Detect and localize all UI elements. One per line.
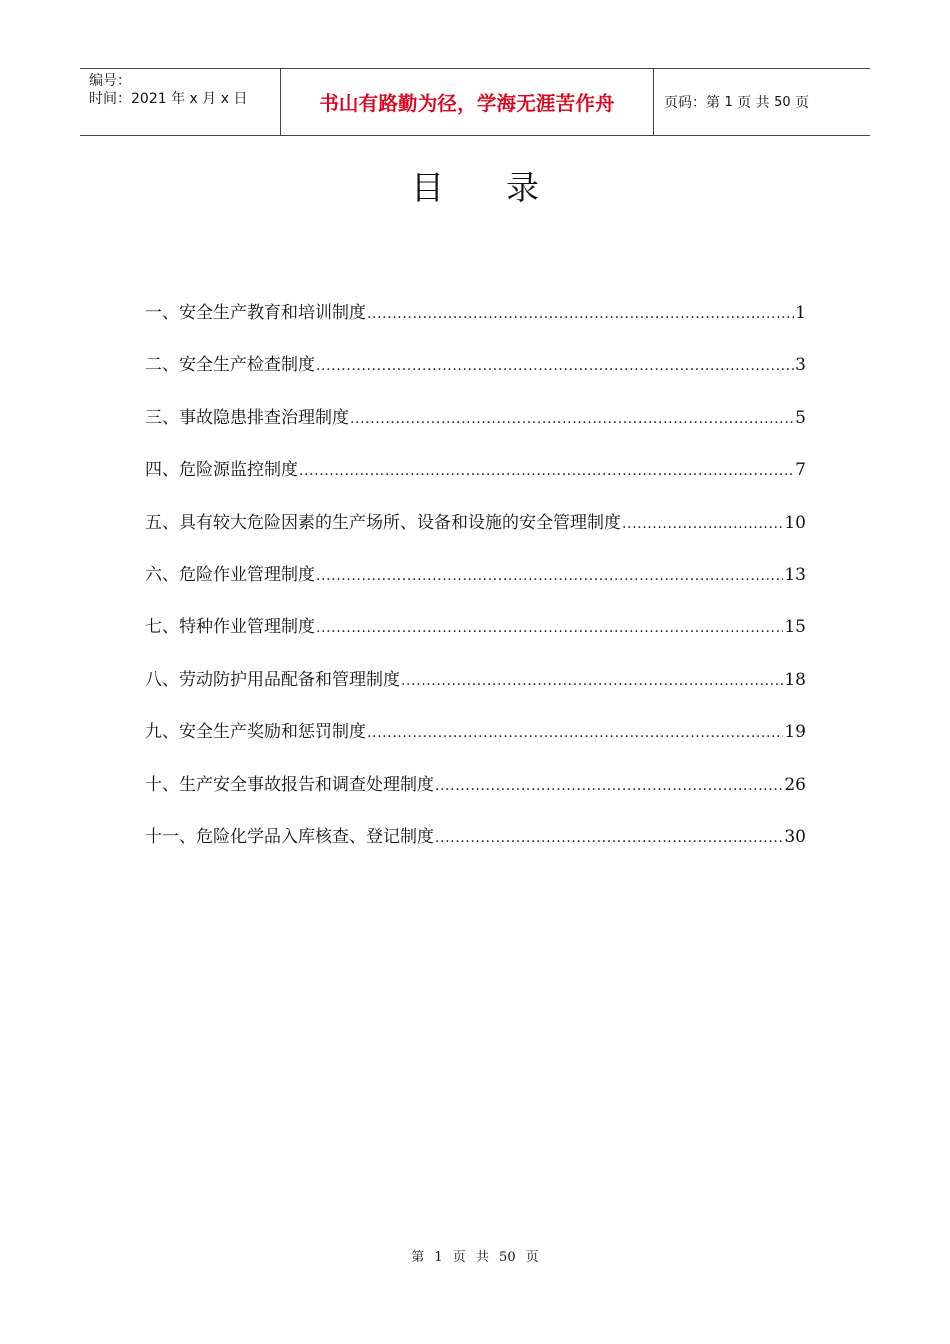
document-time-label: 时间：2021 年 x 月 x 日 bbox=[89, 91, 248, 107]
toc-dot-leader bbox=[622, 507, 783, 541]
table-of-contents bbox=[145, 296, 806, 872]
toc-title: 目录 bbox=[411, 168, 601, 207]
toc-entry-page: 13 bbox=[784, 564, 806, 585]
toc-dot-leader bbox=[350, 402, 794, 436]
toc-entry-page: 1 bbox=[795, 303, 806, 323]
toc-entry-page: 18 bbox=[784, 669, 806, 690]
toc-dot-leader bbox=[435, 769, 783, 803]
toc-entry-label: 三、事故隐患排查治理制度 bbox=[145, 407, 349, 428]
toc-entry-label: 十一、危险化学品入库核查、登记制度 bbox=[145, 826, 434, 847]
document-number-label: 编号： bbox=[89, 73, 131, 89]
toc-entry[interactable] bbox=[145, 558, 806, 610]
toc-entry-page: 26 bbox=[784, 774, 806, 795]
header-meta bbox=[80, 69, 281, 135]
toc-entry-label: 四、危险源监控制度 bbox=[145, 460, 298, 481]
page-label-prefix: 页码：第 bbox=[664, 95, 720, 111]
toc-entry[interactable] bbox=[145, 348, 806, 400]
toc-entry[interactable] bbox=[145, 663, 806, 715]
page-current: 1 bbox=[724, 94, 733, 110]
header-page-info bbox=[654, 69, 870, 135]
toc-entry[interactable] bbox=[145, 768, 806, 820]
toc-dot-leader bbox=[367, 716, 783, 750]
toc-dot-leader bbox=[316, 349, 794, 383]
page-total: 50 bbox=[774, 94, 791, 110]
toc-entry[interactable] bbox=[145, 610, 806, 662]
toc-entry-label: 七、特种作业管理制度 bbox=[145, 617, 315, 638]
document-header bbox=[80, 68, 870, 136]
toc-entry-label: 一、安全生产教育和培训制度 bbox=[145, 303, 366, 323]
toc-entry-page: 3 bbox=[795, 355, 806, 376]
toc-dot-leader bbox=[401, 664, 783, 698]
toc-entry-label: 六、危险作业管理制度 bbox=[145, 564, 315, 585]
toc-entry-label: 十、生产安全事故报告和调查处理制度 bbox=[145, 774, 434, 795]
toc-entry-page: 15 bbox=[784, 617, 806, 638]
toc-dot-leader bbox=[367, 297, 794, 331]
toc-dot-leader bbox=[316, 559, 783, 593]
toc-entry-label: 五、具有较大危险因素的生产场所、设备和设施的安全管理制度 bbox=[145, 512, 621, 533]
toc-entry-page: 30 bbox=[784, 826, 806, 847]
toc-dot-leader bbox=[299, 454, 794, 488]
page-label-mid: 页 共 bbox=[737, 95, 770, 111]
toc-dot-leader bbox=[316, 611, 783, 645]
page-label-suffix: 页 bbox=[795, 95, 810, 111]
toc-entry-page: 19 bbox=[784, 722, 806, 743]
toc-entry-page: 7 bbox=[795, 460, 806, 481]
toc-entry[interactable] bbox=[145, 401, 806, 453]
toc-entry[interactable] bbox=[145, 296, 806, 348]
toc-entry[interactable] bbox=[145, 820, 806, 872]
header-motto: 书山有路勤为径，学海无涯苦作舟 bbox=[281, 69, 654, 135]
toc-dot-leader bbox=[435, 821, 783, 855]
toc-entry-label: 九、安全生产奖励和惩罚制度 bbox=[145, 722, 366, 743]
toc-entry-label: 八、劳动防护用品配备和管理制度 bbox=[145, 669, 400, 690]
toc-entry[interactable] bbox=[145, 715, 806, 767]
toc-entry-page: 10 bbox=[784, 512, 806, 533]
toc-entry-page: 5 bbox=[795, 407, 806, 428]
toc-entry-label: 二、安全生产检查制度 bbox=[145, 355, 315, 376]
page-footer: 第 1 页 共 50 页 bbox=[411, 1250, 539, 1265]
toc-entry[interactable] bbox=[145, 506, 806, 558]
toc-entry[interactable] bbox=[145, 453, 806, 505]
